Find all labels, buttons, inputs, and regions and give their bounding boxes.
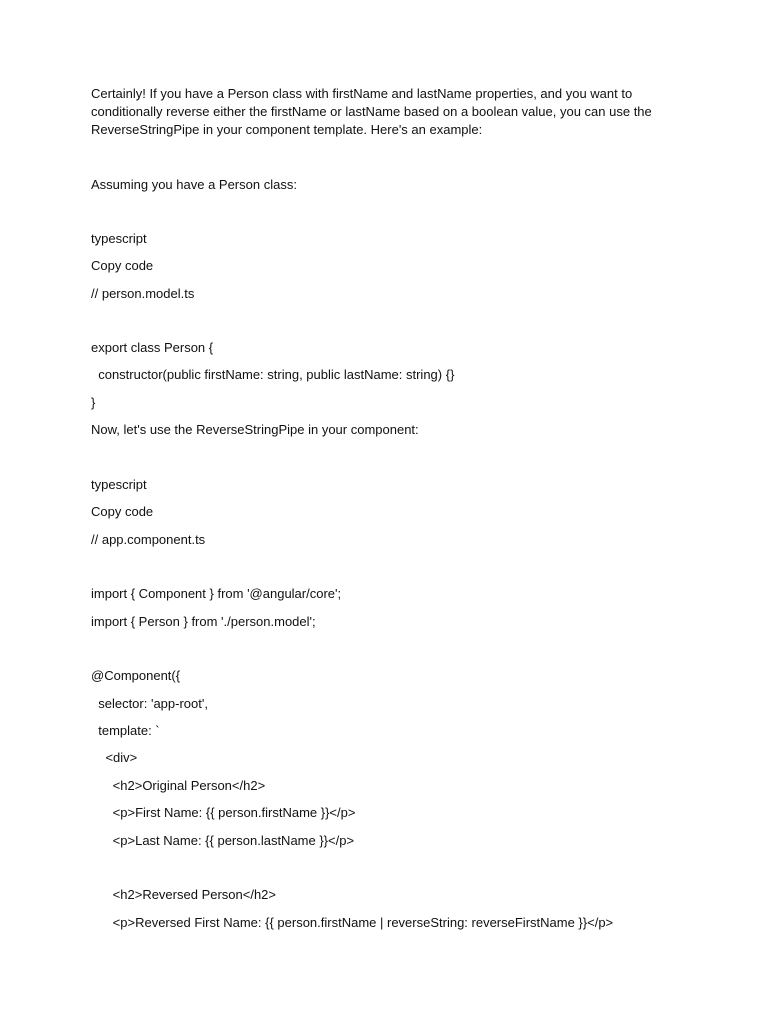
- assume-text: Assuming you have a Person class:: [91, 177, 297, 192]
- intro-line-3: ReverseStringPipe in your component template. Here's an example:: [91, 122, 483, 137]
- now-text: Now, let's use the ReverseStringPipe in your component:: [91, 422, 419, 437]
- block2-language-label: typescript: [91, 477, 147, 492]
- block2-code-line: import { Component } from '@angular/core';: [91, 586, 342, 601]
- block2-code-line: @Component({: [91, 668, 181, 683]
- block1-copy-code-button[interactable]: Copy code: [91, 258, 154, 273]
- intro-line-1: Certainly! If you have a Person class with firstName and lastName properties, and you want to: [91, 86, 633, 101]
- block1-code-line: }: [91, 395, 96, 410]
- block2-code-line: <div>: [91, 750, 138, 765]
- block1-language-label: typescript: [91, 231, 147, 246]
- block1-code-line: constructor(public firstName: string, public lastName: string) {}: [91, 367, 455, 382]
- block2-code-line: template: `: [91, 723, 160, 738]
- block1-comment: // person.model.ts: [91, 286, 195, 301]
- block2-code-line: <p>Reversed First Name: {{ person.firstName | reverseString: reverseFirstName }}</p>: [91, 915, 614, 930]
- intro-line-2: conditionally reverse either the firstName or lastName based on a boolean value, you can use the: [91, 104, 652, 119]
- block1-code-line: export class Person {: [91, 340, 214, 355]
- block2-code-line: <p>Last Name: {{ person.lastName }}</p>: [91, 833, 355, 848]
- block2-code-line: <p>First Name: {{ person.firstName }}</p>: [91, 805, 356, 820]
- block2-copy-code-button[interactable]: Copy code: [91, 504, 154, 519]
- block2-code-line: selector: 'app-root',: [91, 696, 208, 711]
- block2-comment: // app.component.ts: [91, 532, 206, 547]
- block2-code-line: import { Person } from './person.model';: [91, 614, 316, 629]
- block2-code-line: <h2>Reversed Person</h2>: [91, 887, 277, 902]
- block2-code-line: <h2>Original Person</h2>: [91, 778, 266, 793]
